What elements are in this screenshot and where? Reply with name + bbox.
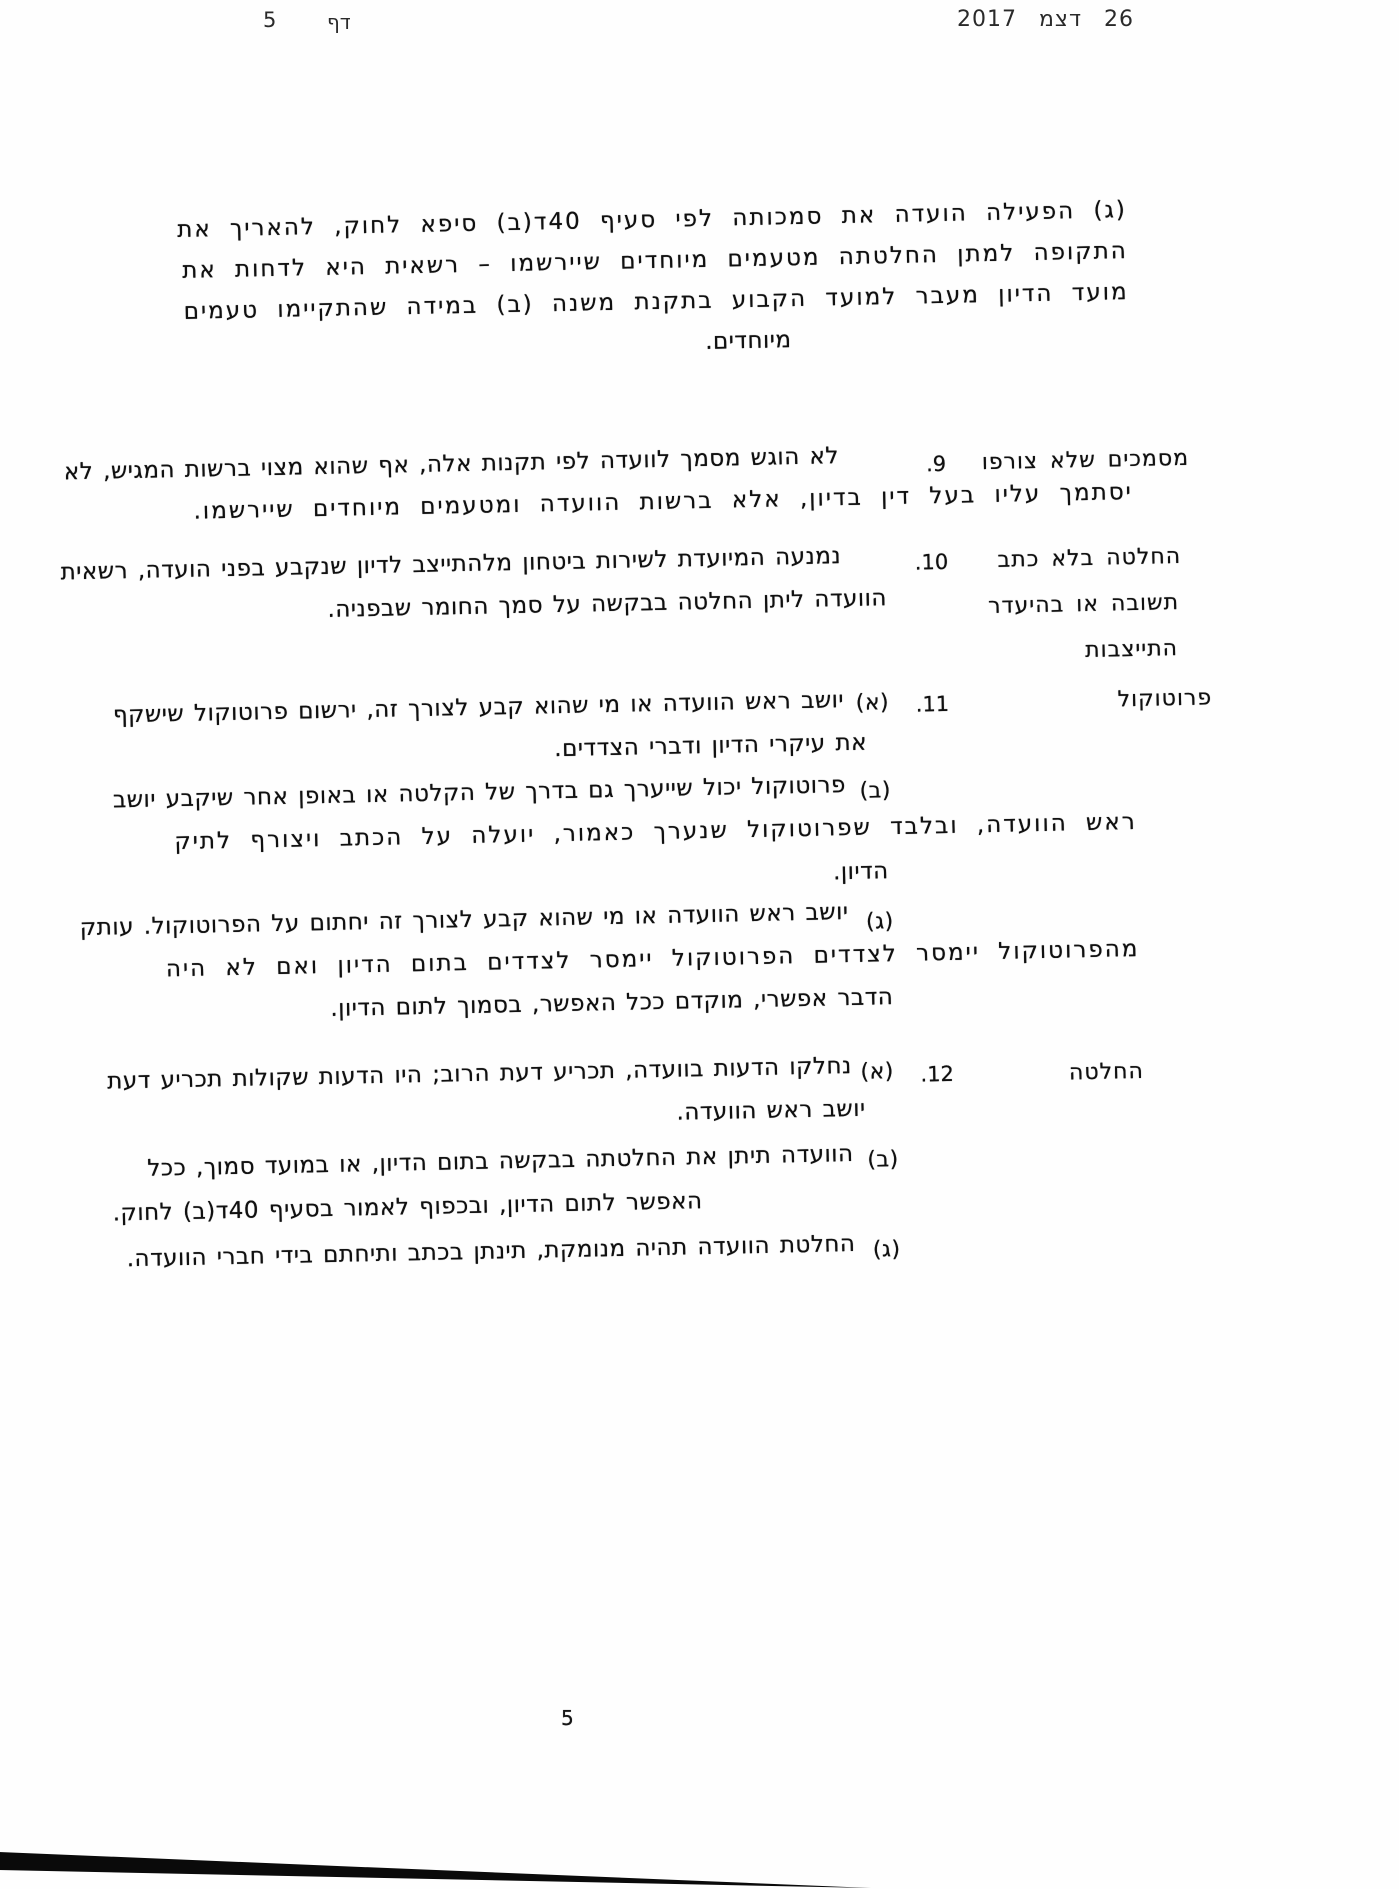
section-10-margin-label: תשובה או בהיעדר <box>988 590 1181 620</box>
clause-marker-11a: (א) <box>856 690 891 716</box>
section-9-margin-label: מסמכים שלא צורפו <box>982 445 1191 476</box>
section-10-margin-label: החלטה בלא כתב <box>998 543 1183 573</box>
clause-11c-line: מהפרוטוקול יימסר לצדדים הפרוטוקול יימסר לצדדים בתום הדיון ואם לא היה <box>166 935 1141 983</box>
clause-12a-line: יושב ראש הוועדה. <box>677 1095 867 1126</box>
clause-marker-11c: (ג) <box>866 909 895 935</box>
intro-line: מיוחדים. <box>705 327 793 355</box>
section-9-body-line: יסתמך עליו בעל דין בדיון, אלא ברשות הוועדה ומטעמים מיוחדים שיירשמו. <box>194 478 1135 525</box>
clause-11a-line: את עיקרי הדיון ודברי הצדדים. <box>555 729 869 763</box>
clause-marker-12a: (א) <box>861 1059 896 1085</box>
clause-11a-line: יושב ראש הוועדה או מי שהוא קבע לצורך זה, ירשום פרוטוקול שישקף <box>113 687 846 729</box>
section-11-number: 11. <box>916 691 951 717</box>
section-10-margin-label: התייצבות <box>1085 636 1180 664</box>
section-9-body-line: לא הוגש מסמך לוועדה לפי תקנות אלה, אף שהוא מצוי ברשות המגיש, לא <box>64 443 841 486</box>
clause-12b-line: האפשר לתום הדיון, ובכפוף לאמור בסעיף 40ד(ב) לחוק. <box>113 1188 704 1227</box>
header-sheet-word: דף <box>328 10 352 34</box>
section-9-number: 9. <box>926 451 948 477</box>
clause-11b-line: הדיון. <box>833 858 890 886</box>
intro-line: מועד הדיון מעבר למועד הקבוע בתקנת משנה (ב) במידה שהתקיימו טעמים <box>184 279 1130 325</box>
section-11-margin-label: פרוטוקול <box>1118 685 1214 713</box>
intro-line: (ג) הפעילה הועדה את סמכותה לפי סעיף 40ד(ב) סיפא לחוק, להאריך את <box>177 197 1129 243</box>
intro-line: התקופה למתן החלטתה מטעמים מיוחדים שיירשמו – רשאית היא לדחות את <box>182 238 1129 284</box>
section-12-margin-label: החלטה <box>1069 1058 1146 1086</box>
clause-11c-line: יושב ראש הוועדה או מי שהוא קבע לצורך זה יחתום על הפרוטוקול. עותק <box>80 899 850 942</box>
clause-12b-line: הוועדה תיתן את החלטתה בבקשה בתום הדיון, או במועד סמוך, ככל <box>148 1140 855 1182</box>
section-10-body-line: הוועדה ליתן החלטה בבקשה על סמך החומר שבפניה. <box>328 585 889 623</box>
section-10-body-line: נמנעה המיועדת לשירות ביטחון מלהתייצב לדיון שנקבע בפני הועדה, רשאית <box>61 543 843 586</box>
clause-12a-line: נחלקו הדעות בוועדה, תכריע דעת הרוב; היו הדעות שקולות תכריע דעת <box>107 1053 853 1095</box>
section-10-number: 10. <box>915 549 950 575</box>
footer-page-number: 5 <box>562 1706 575 1730</box>
clause-marker-11b: (ב) <box>860 778 893 804</box>
clause-11b-line: פרוטוקול יכול שייערך גם בדרך של הקלטה או באופן אחר שיקבע יושב <box>113 772 848 814</box>
scan-artifact-wedge <box>0 1849 880 1889</box>
clause-11b-line: ראש הוועדה, ובלבד שפרוטוקול שנערך כאמור, יועלה על הכתב ויצורף לתיק <box>175 808 1138 856</box>
clause-11c-line: הדבר אפשרי, מוקדם ככל האפשר, בסמוך לתום הדיון. <box>331 984 895 1022</box>
clause-12c-line: החלטת הוועדה תהיה מנומקת, תינתן בכתב ותיחתם בידי חברי הוועדה. <box>127 1230 857 1273</box>
header-sheet-number: 5 <box>264 8 278 32</box>
header-date: 26 דצמ 2017 <box>958 7 1135 32</box>
clause-marker-12c: (ג) <box>873 1237 902 1263</box>
section-12-number: 12. <box>921 1061 956 1087</box>
clause-marker-12b: (ב) <box>868 1147 900 1173</box>
